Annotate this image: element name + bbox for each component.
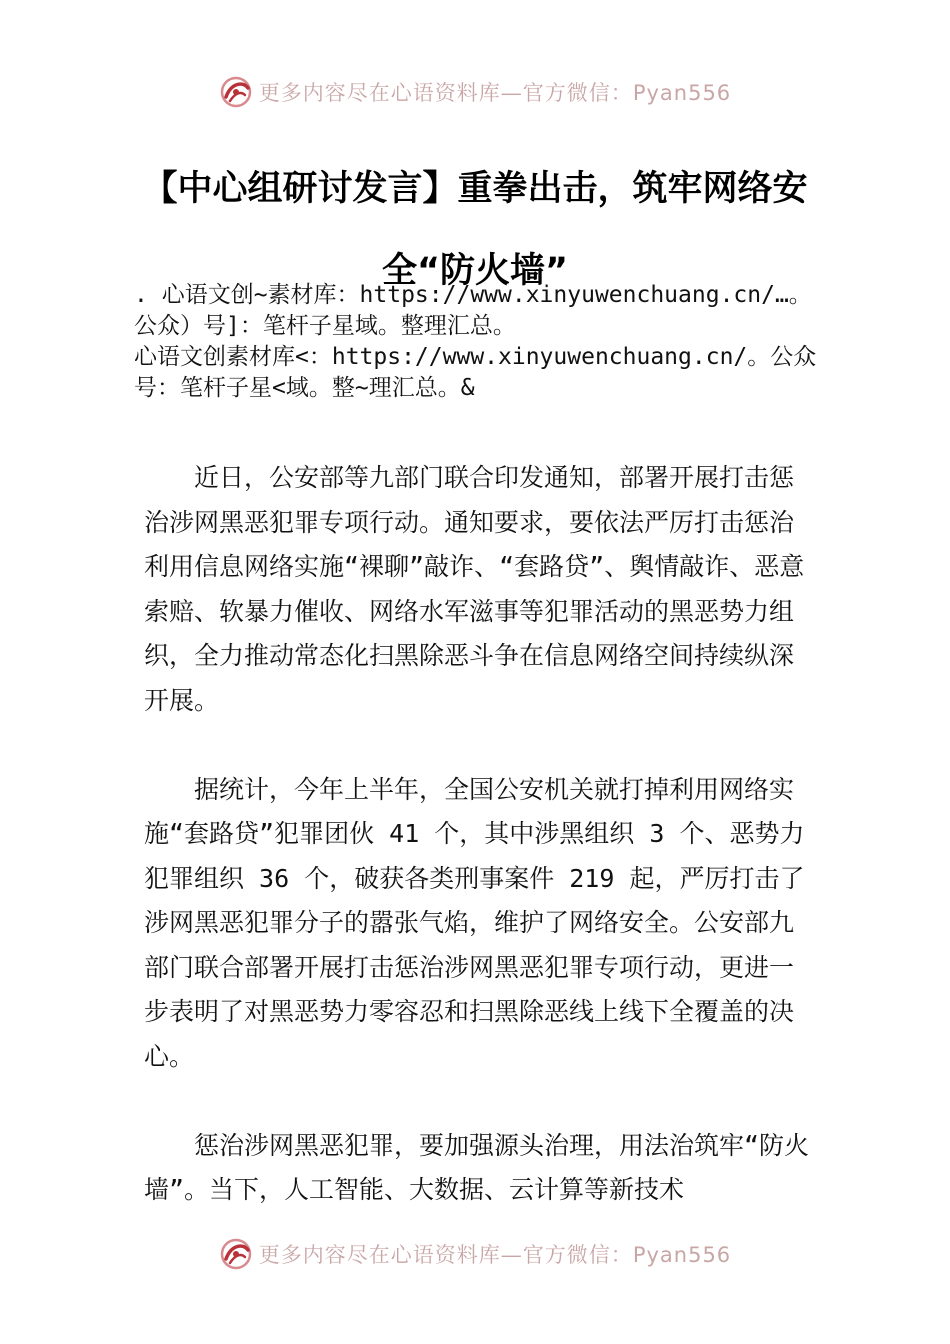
brand-logo-icon — [219, 1237, 253, 1271]
document-body — [144, 456, 814, 1213]
paragraph-3: 惩治涉网黑恶犯罪，要加强源头治理，用法治筑牢“防火墙”。当下，人工智能、大数据、云计算等新技术 — [144, 1130, 810, 1204]
brand-logo-icon — [219, 75, 253, 109]
footer-banner — [0, 1232, 950, 1276]
paragraph-1: 近日，公安部等九部门联合印发通知，部署开展打击惩治涉网黑恶犯罪专项行动。通知要求，要依法严厉打击惩治利用信息网络实施“裸聊”敲诈、“套路贷”、舆情敲诈、恶意索赔、软暴力催收、网络水军滋事等犯罪活动的黑恶势力组织，全力推动常态化扫黑除恶斗争在信息网络空间持续纵深开展。 — [144, 463, 805, 715]
footer-wechat-id: Pyan556 — [632, 1243, 732, 1267]
footer-banner-text: 更多内容尽在心语资料库—官方微信：Pyan556 — [258, 1243, 732, 1267]
source-meta — [134, 280, 834, 404]
document-title: 【中心组研讨发言】重拳出击，筑牢网络安全“防火墙” — [142, 169, 808, 291]
paragraph-2: 据统计，今年上半年，全国公安机关就打掉利用网络实施“套路贷”犯罪团伙 41 个，其中涉黑组织 3 个、恶势力犯罪组织 36 个，破获各类刑事案件 219 起，严厉打击了涉网黑恶犯罪分子的嚣张气焰，维护了网络安全。公安部九部门联合部署开展打击惩治涉网黑恶犯罪专项行动，更进一步表明了对黑恶势力零容忍和扫黑除恶线上线下全覆盖的决心。 — [144, 774, 805, 1071]
meta-line-2: 心语文创素材库<：https://www.xinyuwenchuang.cn/。公众号：笔杆子星<域。整~理汇总。& — [134, 344, 817, 401]
header-banner — [0, 70, 950, 114]
meta-line-1: . 心语文创~素材库：https://www.xinyuwenchuang.cn/…。公众）号]：笔杆子星域。整理汇总。 — [134, 282, 812, 339]
header-wechat-id: Pyan556 — [632, 81, 732, 105]
header-banner-text: 更多内容尽在心语资料库—官方微信：Pyan556 — [258, 81, 732, 105]
